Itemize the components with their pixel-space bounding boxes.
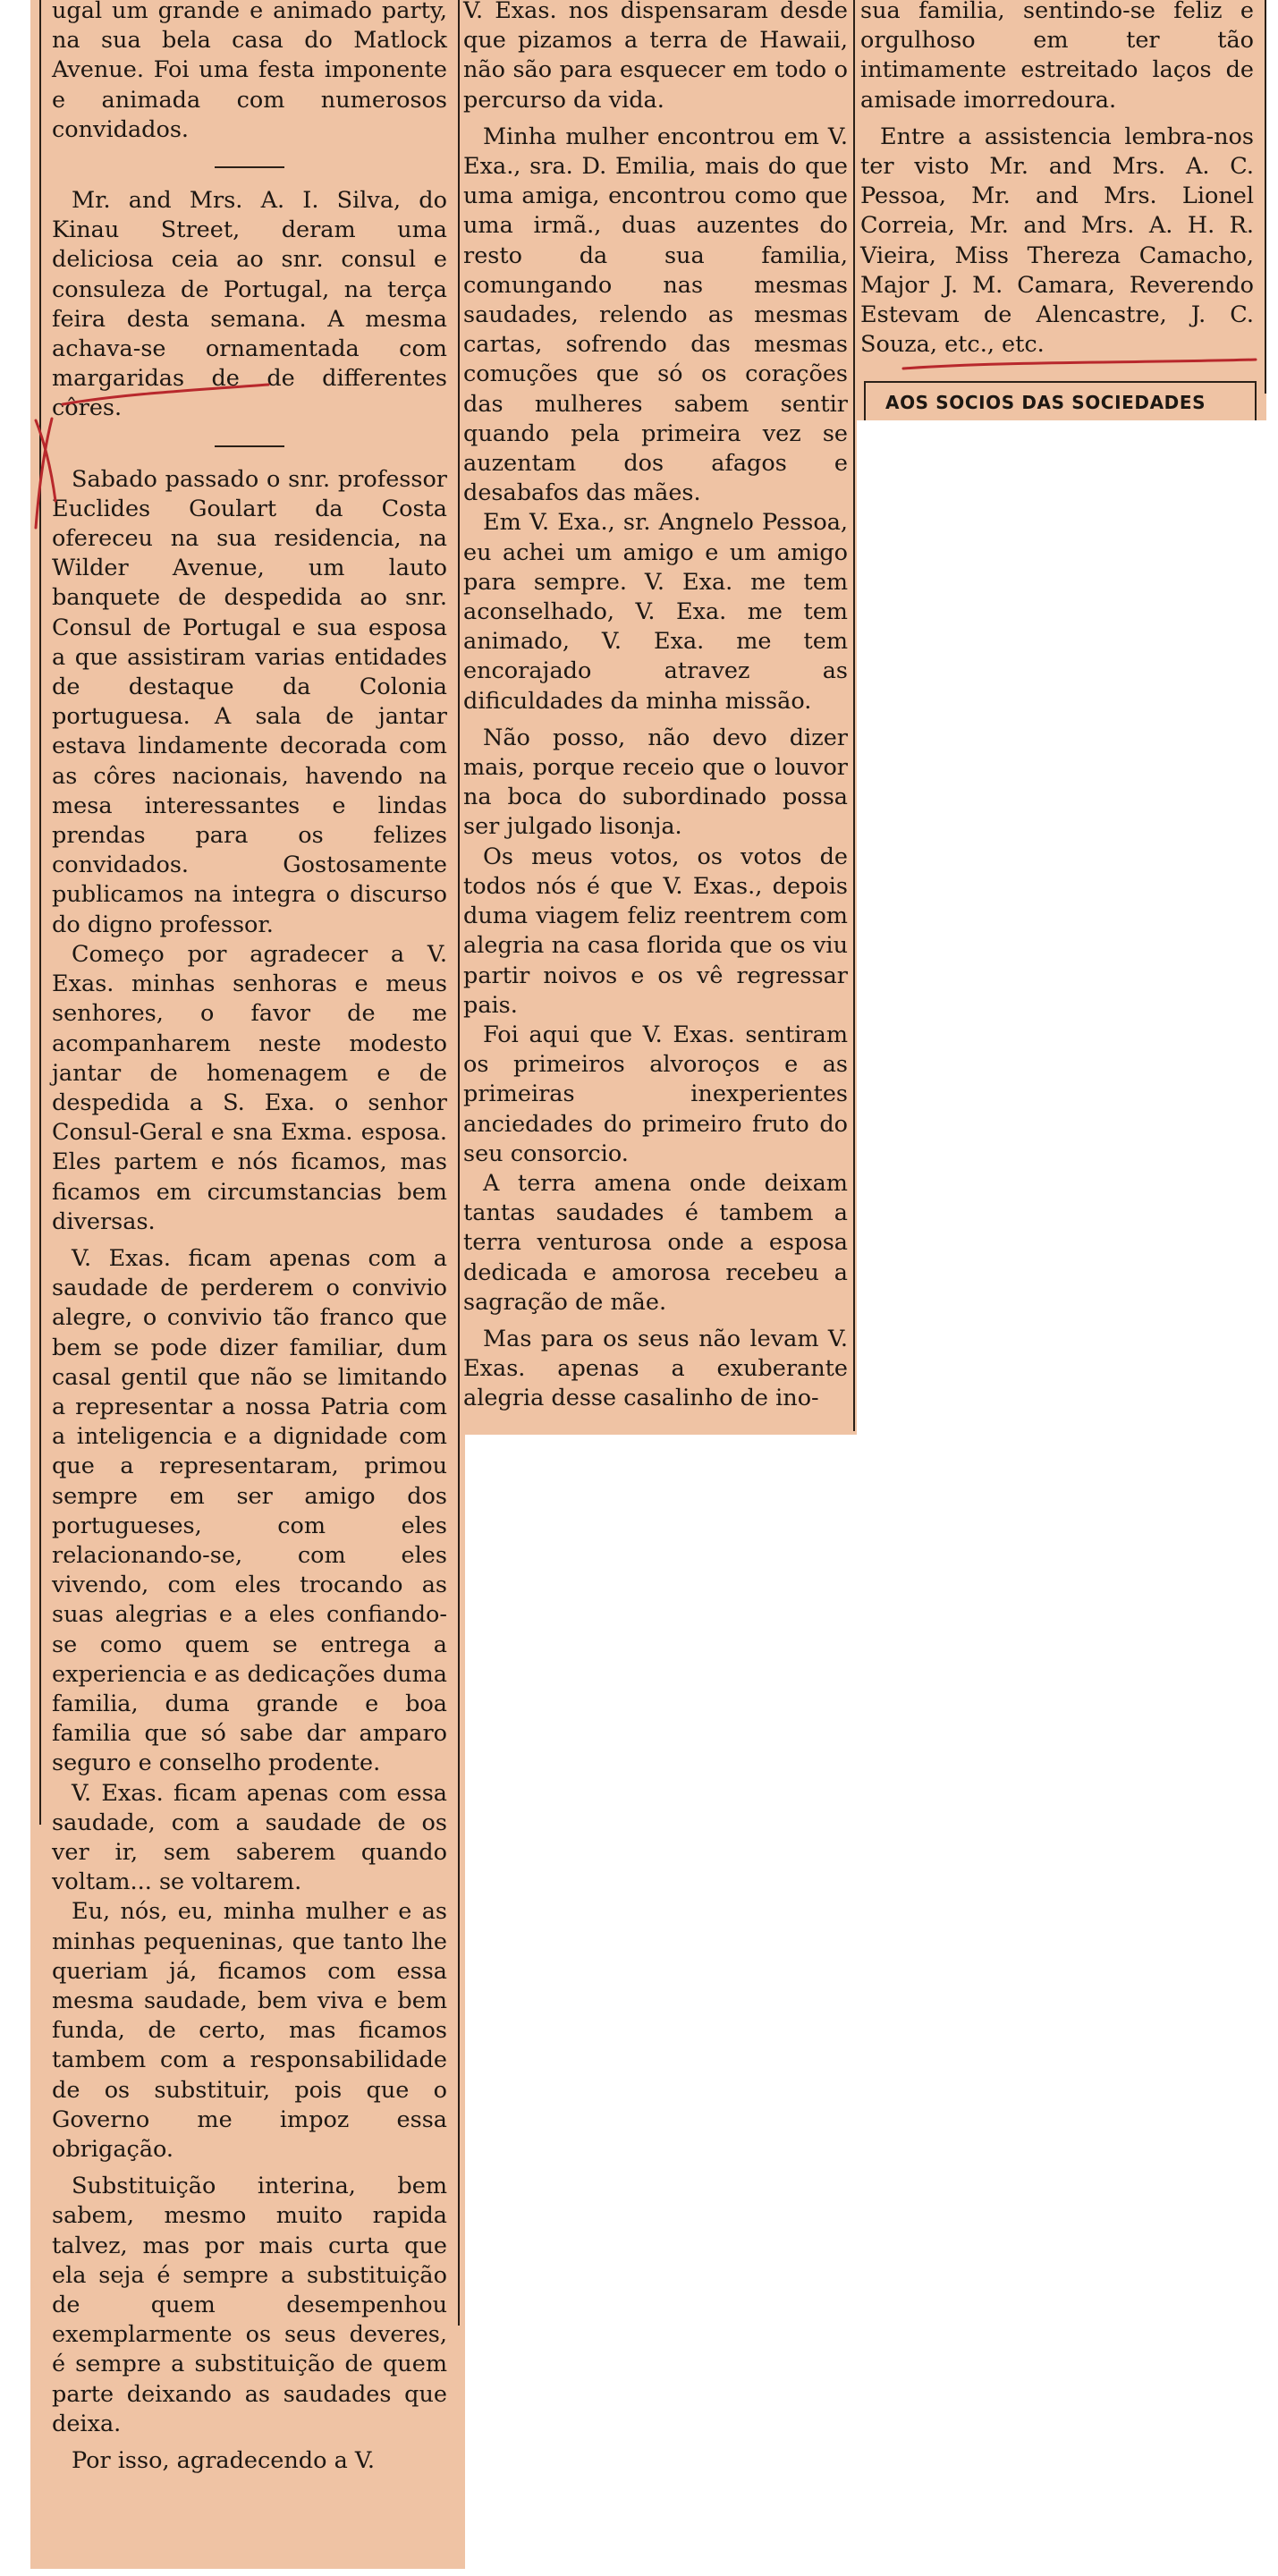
speech-continued-7: A terra amena onde deixam tantas saudades é tambem a terra venturosa onde a esposa dedicada e amorosa recebeu a sagração de mãe. — [463, 1169, 848, 1316]
speech-paragraph-2: V. Exas. ficam apenas com a saudade de perderem o convivio alegre, o convivio tão franco que bem se pode dizer familiar, dum casal gentil que não se limitando a representar a nossa Patria com a inteligencia e a dignidade com que a representaram, primou sempre em ser amigo dos portugueses, com eles relacionando-se, com eles vivendo, com eles trocando as suas alegrias e a eles confiando-se como quem se entrega a experiencia e as dedicações duma familia, duma grande e boa familia que só sabe dar amparo seguro e conselho prodente. — [52, 1244, 447, 1777]
speech-continued-2: Minha mulher encontrou em V. Exa., sra. D. Emilia, mais do que uma amiga, encontrou como que uma irmã., duas auzentes do resto da sua familia, comungando nas mesmas saudades, relendo as mesmas cartas, sofrendo das mesmas comuções que só os corações das mulheres sabem sentir quando pela primeira vez se auzentam dos afagos e desabafos das mães. — [463, 123, 848, 507]
speech-paragraph-4: Eu, nós, eu, minha mulher e as minhas pequeninas, que tanto lhe queriam já, ficamos com essa mesma saudade, bem viva e bem funda, de certo, mas ficamos tambem com a responsabilidade de os substituir, pois que o Governo me impoz essa obrigação. — [52, 1898, 447, 2164]
speech-paragraph-1: Começo por agradecer a V. Exas. minhas senhoras e meus senhores, o favor de me acompanharem neste modesto jantar de homenagem e de despedida a S. Exa. o senhor Consul-Geral e sna Exma. esposa. Eles partem e nós ficamos, mas ficamos em circumstancias bem diversas. — [52, 940, 447, 1235]
speech-continued-6: Foi aqui que V. Exas. sentiram os primeiros alvoroços e as primeiras inexperientes anciedades do primeiro fruto do seu consorcio. — [463, 1021, 848, 1167]
speech-continued-8: Mas para os seus não levam V. Exas. apenas a exuberante alegria desse casalinho de ino- — [463, 1325, 848, 1412]
red-pen-underline-col1 — [63, 385, 268, 404]
speech-paragraph-5: Substituição interina, bem sabem, mesmo muito rapida talvez, mas por mais curta que ela seja é sempre a substituição de quem desempenhou exemplarmente os seus deveres, é sempre a substituição de quem parte deixando as saudades que deixa. — [52, 2173, 447, 2437]
next-article-heading: AOS SOCIOS DAS SOCIEDADES — [885, 392, 1206, 413]
speech-paragraph-6: Por isso, agradecendo a V. — [72, 2447, 375, 2475]
attendees-paragraph: Entre a assistencia lembra-nos ter visto Mr. and Mrs. A. C. Pessoa, Mr. and Mrs. Lionel Correia, Mr. and Mrs. A. H. R. Vieira, Miss Thereza Camacho, Major J. M. Camara, Reverendo Estevam de Alencastre, J. C. Souza, etc., etc. — [860, 123, 1254, 359]
red-pen-underline-col3 — [903, 360, 1256, 369]
speech-continued-4: Não posso, não devo dizer mais, porque receio que o louvor na boca do subordinado possa ser julgado lisonja. — [463, 724, 848, 841]
speech-continued-5: Os meus votos, os votos de todos nós é que V. Exas., depois duma viagem feliz reentrem com alegria na casa florida que os viu partir noivos e os vê regressar pais. — [463, 843, 848, 1019]
red-pen-check-mark — [36, 419, 55, 528]
speech-paragraph-3: V. Exas. ficam apenas com essa saudade, com a saudade de os ver ir, sem saberem quando voltam... se voltarem. — [52, 1779, 447, 1896]
banquet-paragraph: Sabado passado o snr. professor Euclides Goulart da Costa ofereceu na sua residencia, na Wilder Avenue, um lauto banquete de despedida ao snr. Consul de Portugal e sua esposa a que assistiram varias entidades de destaque da Colonia portuguesa. A sala de jantar estava lindamente decorada com as côres nacionais, havendo na mesa interessantes e lindas prendas para os felizes convidados. Gostosamente publicamos na integra o discurso do digno professor. — [52, 465, 447, 938]
speech-continued-1: V. Exas. nos dispensaram desde que pizamos a terra de Hawaii, não são para esquecer em todo o percurso da vida. — [463, 0, 848, 114]
speech-conclusion: sua familia, sentindo-se feliz e orgulhoso em ter tão intimamente estreitado laços de amisade imorredoura. — [860, 0, 1254, 114]
silva-supper-paragraph: Mr. and Mrs. A. I. Silva, do Kinau Street, deram uma deliciosa ceia ao snr. consul e consuleza de Portugal, na terça feira desta semana. A mesma achava-se ornamentada com margaridas de de differentes côres. — [52, 187, 447, 422]
speech-continued-3: Em V. Exa., sr. Angnelo Pessoa, eu achei um amigo e um amigo para sempre. V. Exa. me tem aconselhado, V. Exa. me tem animado, V. Exa. me tem encorajado atravez as dificuldades da minha missão. — [463, 509, 848, 715]
party-paragraph: ugal um grande e animado party, na sua bela casa do Matlock Avenue. Foi uma festa imponente e animada com numerosos convidados. — [52, 0, 447, 143]
